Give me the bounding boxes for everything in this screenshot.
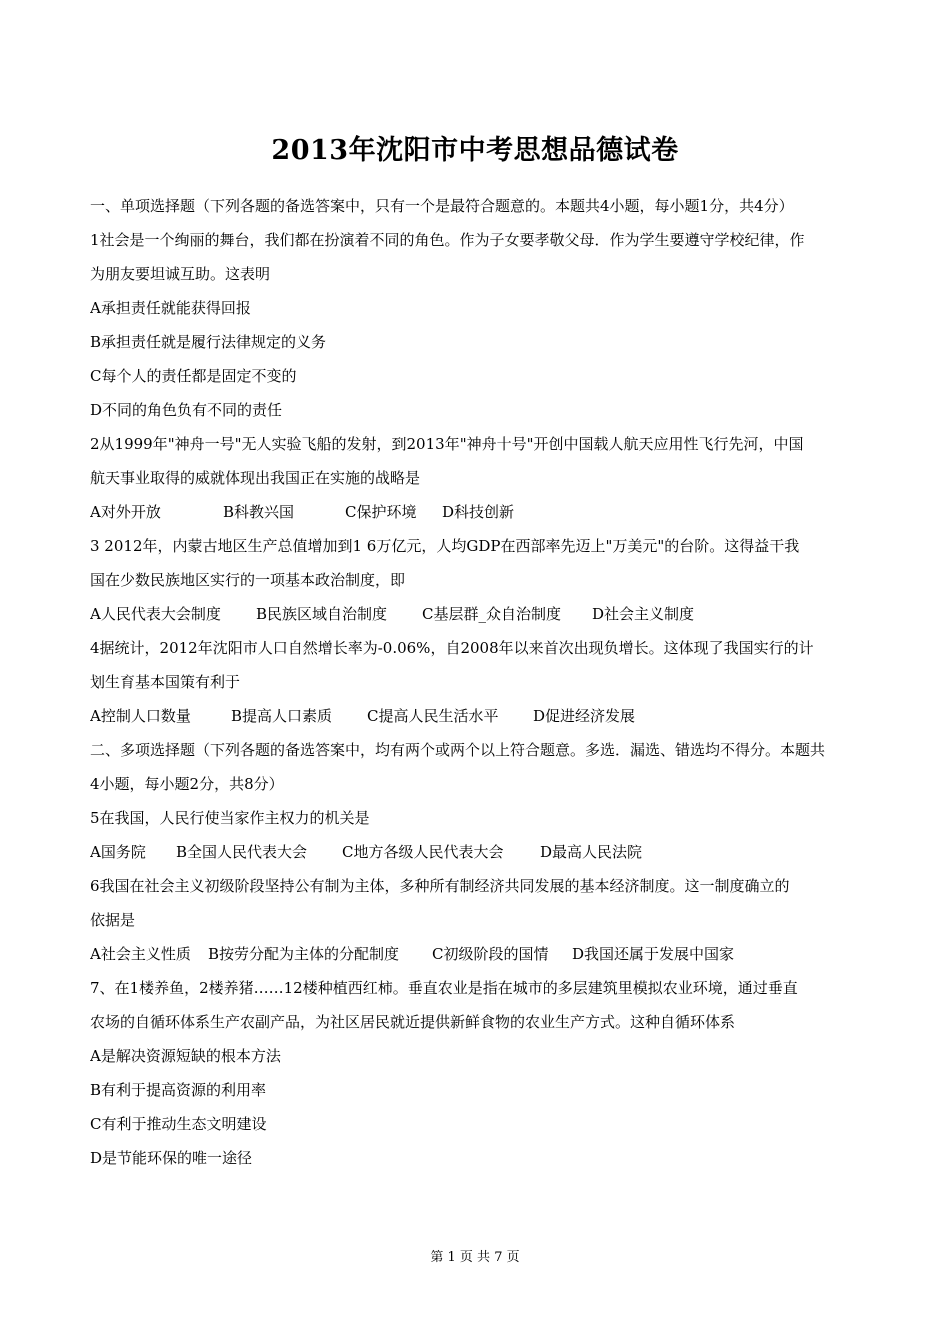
question-1-text-cont: 为朋友要坦诚互助。这表明 — [90, 265, 271, 283]
question-2-option-c: C保护环境 — [345, 503, 417, 521]
question-1-option-d: D不同的角色负有不同的责任 — [90, 401, 283, 419]
question-1-text: 1社会是一个绚丽的舞台，我们都在扮演着不同的角色。作为子女要孝敬父母．作为学生要遵守学校纪律，作 — [90, 231, 805, 249]
question-5-option-c: C地方各级人民代表大会 — [342, 843, 504, 861]
question-6-option-b: B按劳分配为主体的分配制度 — [208, 945, 400, 963]
question-6-option-d: D我国还属于发展中国家 — [572, 945, 735, 963]
question-4-text-cont: 划生育基本国策有利于 — [90, 673, 241, 691]
question-2-option-d: D科技创新 — [442, 503, 515, 521]
section-2-header: 二、多项选择题（下列各题的备选答案中，均有两个或两个以上符合题意。多选．漏选、错选均不得分。本题共 — [90, 741, 826, 759]
question-7-option-b: B有利于提高资源的利用率 — [90, 1081, 267, 1099]
question-3-text: 3 2012年，内蒙古地区生产总值增加到1 6万亿元，人均GDP在西部率先迈上"万美元"的台阶。这得益干我 — [90, 537, 800, 555]
question-3-options — [90, 597, 870, 631]
exam-content — [90, 189, 870, 1175]
question-5-option-d: D最高人民法院 — [540, 843, 643, 861]
question-6-option-a: A社会主义性质 — [90, 945, 191, 963]
question-5-text: 5在我国，人民行使当家作主权力的机关是 — [90, 809, 370, 827]
question-7-text: 7、在1楼养鱼，2楼养猪……12楼种植西红柿。垂直农业是指在城市的多层建筑里模拟农业环境，通过垂直 — [90, 979, 798, 997]
question-7-option-a: A是解决资源短缺的根本方法 — [90, 1047, 281, 1065]
question-2-option-a: A对外开放 — [90, 503, 161, 521]
question-3-text-cont: 国在少数民族地区实行的一项基本政治制度，即 — [90, 571, 406, 589]
question-7-text-cont: 农场的自循环体系生产农副产品，为社区居民就近提供新鲜食物的农业生产方式。这种自循环体系 — [90, 1013, 736, 1031]
question-4-options — [90, 699, 870, 733]
question-6-options — [90, 937, 870, 971]
question-1-option-a: A承担责任就能获得回报 — [90, 299, 251, 317]
question-3-option-c: C基层群_众自治制度 — [422, 605, 561, 623]
question-7-option-d: D是节能环保的唯一途径 — [90, 1149, 253, 1167]
question-3-option-b: B民族区域自治制度 — [256, 605, 388, 623]
question-4-option-d: D促进经济发展 — [533, 707, 636, 725]
question-3-option-a: A人民代表大会制度 — [90, 605, 221, 623]
section-1-header: 一、单项选择题（下列各题的备选答案中，只有一个是最符合题意的。本题共4小题，每小题1分，共4分） — [90, 197, 794, 215]
question-4-option-b: B提高人口素质 — [231, 707, 333, 725]
question-6-text: 6我国在社会主义初级阶段坚持公有制为主体，多种所有制经济共同发展的基本经济制度。这一制度确立的 — [90, 877, 790, 895]
question-7-option-c: C有利于推动生态文明建设 — [90, 1115, 267, 1133]
question-2-text: 2从1999年"神舟一号"无人实验飞船的发射，到2013年"神舟十号"开创中国载人航天应用性飞行先河，中国 — [90, 435, 804, 453]
question-4-option-a: A控制人口数量 — [90, 707, 191, 725]
page-footer: 第 1 页 共 7 页 — [430, 1250, 520, 1265]
question-5-options — [90, 835, 870, 869]
question-6-option-c: C初级阶段的国情 — [432, 945, 549, 963]
question-1-option-b: B承担责任就是履行法律规定的义务 — [90, 333, 327, 351]
question-1-option-c: C每个人的责任都是固定不变的 — [90, 367, 297, 385]
question-2-options — [90, 495, 870, 529]
question-4-text: 4据统计，2012年沈阳市人口自然增长率为-0.06%，自2008年以来首次出现负增长。这体现了我国实行的计 — [90, 639, 814, 657]
question-5-option-b: B全国人民代表大会 — [176, 843, 308, 861]
question-4-option-c: C提高人民生活水平 — [367, 707, 499, 725]
question-5-option-a: A国务院 — [90, 843, 146, 861]
question-2-option-b: B科教兴国 — [223, 503, 295, 521]
section-2-header-cont: 4小题，每小题2分，共8分） — [90, 775, 284, 793]
question-3-option-d: D社会主义制度 — [592, 605, 695, 623]
question-2-text-cont: 航天事业取得的威就体现出我国正在实施的战略是 — [90, 469, 421, 487]
page-title: 2013年沈阳市中考思想品德试卷 — [271, 135, 679, 166]
question-6-text-cont: 依据是 — [90, 911, 136, 929]
